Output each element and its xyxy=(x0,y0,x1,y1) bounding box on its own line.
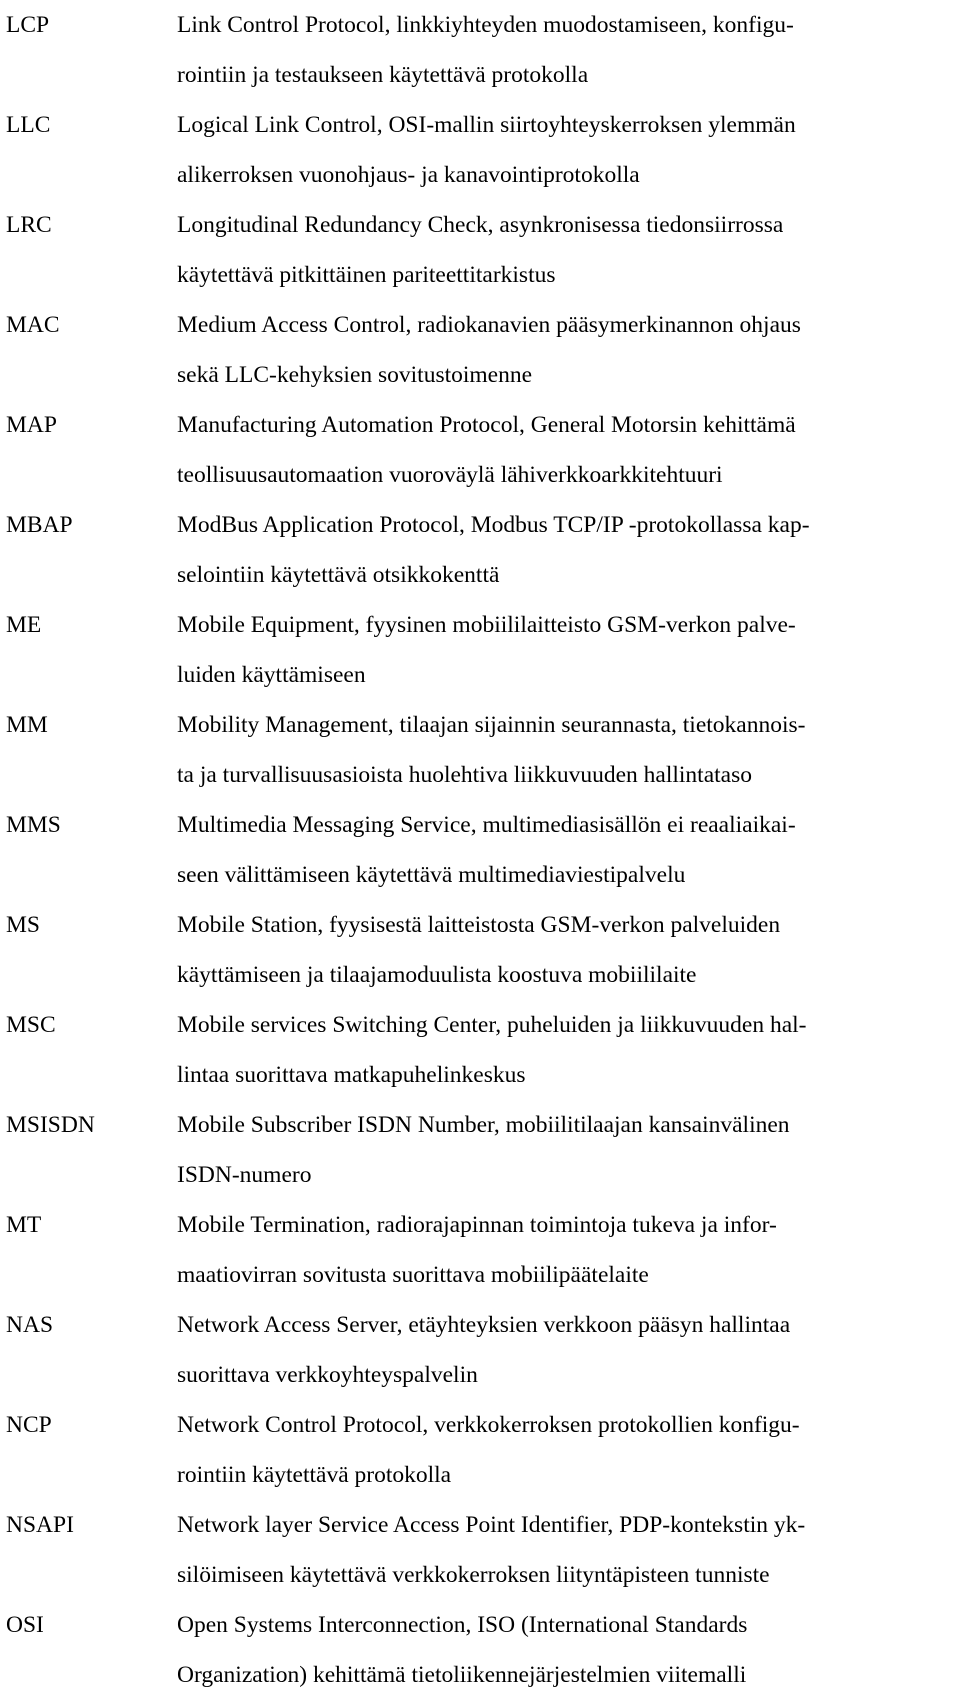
abbreviation-term: OSI xyxy=(6,1612,44,1638)
definition-line: Organization) kehittämä tietoliikennejärjestelmien viitemalli xyxy=(177,1662,747,1688)
definition-line: Mobile Termination, radiorajapinnan toimintoja tukeva ja infor- xyxy=(177,1212,777,1238)
glossary-entry-nsapi xyxy=(6,1500,954,1600)
abbreviation-definition xyxy=(177,1200,954,1300)
glossary-entry-nas xyxy=(6,1300,954,1400)
glossary-entry-mt xyxy=(6,1200,954,1300)
definition-line: Network Access Server, etäyhteyksien verkkoon pääsyn hallintaa xyxy=(177,1312,791,1338)
abbreviation-definition xyxy=(177,800,954,900)
abbreviation-term: MM xyxy=(6,712,48,738)
glossary-entry-lcp xyxy=(6,0,954,100)
definition-line: Longitudinal Redundancy Check, asynkronisessa tiedonsiirrossa xyxy=(177,212,784,238)
abbreviation-definition xyxy=(177,1300,954,1400)
abbreviation-definition xyxy=(177,1400,954,1500)
definition-line: Mobile Station, fyysisestä laitteistosta GSM-verkon palveluiden xyxy=(177,912,781,938)
definition-line: Open Systems Interconnection, ISO (International Standards xyxy=(177,1612,748,1638)
definition-line: ModBus Application Protocol, Modbus TCP/IP -protokollassa kap- xyxy=(177,512,810,538)
definition-line: Multimedia Messaging Service, multimediasisällön ei reaaliaikai- xyxy=(177,812,796,838)
abbreviation-term: MSC xyxy=(6,1012,56,1038)
glossary-entry-me xyxy=(6,600,954,700)
definition-line: Medium Access Control, radiokanavien pääsymerkinannon ohjaus xyxy=(177,312,801,338)
abbreviation-term: MMS xyxy=(6,812,61,838)
definition-line: käytettävä pitkittäinen pariteettitarkistus xyxy=(177,262,556,288)
definition-line: ISDN-numero xyxy=(177,1162,312,1188)
abbreviation-definition xyxy=(177,600,954,700)
abbreviation-term: LLC xyxy=(6,112,51,138)
abbreviation-term: ME xyxy=(6,612,42,638)
abbreviation-definition xyxy=(177,500,954,600)
abbreviation-term: MSISDN xyxy=(6,1112,95,1138)
glossary-entry-ncp xyxy=(6,1400,954,1500)
abbreviation-definition xyxy=(177,1100,954,1200)
glossary-entry-ms xyxy=(6,900,954,1000)
definition-line: käyttämiseen ja tilaajamoduulista koostuva mobiililaite xyxy=(177,962,697,988)
definition-line: Logical Link Control, OSI-mallin siirtoyhteyskerroksen ylemmän xyxy=(177,112,796,138)
definition-line: sekä LLC-kehyksien sovitustoimenne xyxy=(177,362,533,388)
definition-line: silöimiseen käytettävä verkkokerroksen liityntäpisteen tunniste xyxy=(177,1562,770,1588)
definition-line: alikerroksen vuonohjaus- ja kanavointiprotokolla xyxy=(177,162,640,188)
definition-line: ta ja turvallisuusasioista huolehtiva liikkuvuuden hallintataso xyxy=(177,762,752,788)
definition-line: Mobile Equipment, fyysinen mobiililaitteisto GSM-verkon palve- xyxy=(177,612,796,638)
glossary-entry-mbap xyxy=(6,500,954,600)
definition-line: selointiin käytettävä otsikkokenttä xyxy=(177,562,500,588)
abbreviation-term: MS xyxy=(6,912,40,938)
glossary-entry-msc xyxy=(6,1000,954,1100)
glossary-entry-mms xyxy=(6,800,954,900)
glossary-entry-msisdn xyxy=(6,1100,954,1200)
abbreviation-term: NCP xyxy=(6,1412,52,1438)
abbreviation-definition xyxy=(177,1000,954,1100)
abbreviation-definition xyxy=(177,400,954,500)
definition-line: teollisuusautomaation vuoroväylä lähiverkkoarkkitehtuuri xyxy=(177,462,723,488)
abbreviation-definition xyxy=(177,100,954,200)
abbreviation-term: MAP xyxy=(6,412,57,438)
abbreviation-definition xyxy=(177,1500,954,1600)
abbreviation-term: LCP xyxy=(6,12,50,38)
abbreviation-definition xyxy=(177,0,954,100)
abbreviation-definition xyxy=(177,200,954,300)
abbreviation-definition xyxy=(177,1600,954,1700)
definition-line: Manufacturing Automation Protocol, General Motorsin kehittämä xyxy=(177,412,796,438)
abbreviation-term: NSAPI xyxy=(6,1512,74,1538)
definition-line: Mobility Management, tilaajan sijainnin seurannasta, tietokannois- xyxy=(177,712,806,738)
abbreviation-definition xyxy=(177,700,954,800)
definition-line: Mobile Subscriber ISDN Number, mobiilitilaajan kansainvälinen xyxy=(177,1112,790,1138)
definition-line: Mobile services Switching Center, puheluiden ja liikkuvuuden hal- xyxy=(177,1012,807,1038)
definition-line: rointiin käytettävä protokolla xyxy=(177,1462,452,1488)
glossary-entry-mm xyxy=(6,700,954,800)
definition-line: Link Control Protocol, linkkiyhteyden muodostamiseen, konfigu- xyxy=(177,12,794,38)
definition-line: maatiovirran sovitusta suorittava mobiilipäätelaite xyxy=(177,1262,649,1288)
abbreviation-term: LRC xyxy=(6,212,52,238)
definition-line: suorittava verkkoyhteyspalvelin xyxy=(177,1362,478,1388)
glossary-entry-osi xyxy=(6,1600,954,1700)
definition-line: Network Control Protocol, verkkokerroksen protokollien konfigu- xyxy=(177,1412,800,1438)
abbreviation-term: NAS xyxy=(6,1312,54,1338)
abbreviation-definition xyxy=(177,900,954,1000)
glossary-entry-llc xyxy=(6,100,954,200)
glossary-entry-lrc xyxy=(6,200,954,300)
abbreviation-term: MT xyxy=(6,1212,42,1238)
glossary-entry-map xyxy=(6,400,954,500)
definition-line: rointiin ja testaukseen käytettävä protokolla xyxy=(177,62,589,88)
definition-line: lintaa suorittava matkapuhelinkeskus xyxy=(177,1062,526,1088)
glossary-entry-mac xyxy=(6,300,954,400)
abbreviation-term: MBAP xyxy=(6,512,73,538)
definition-line: seen välittämiseen käytettävä multimediaviestipalvelu xyxy=(177,862,686,888)
definition-line: Network layer Service Access Point Identifier, PDP-kontekstin yk- xyxy=(177,1512,806,1538)
abbreviation-term: MAC xyxy=(6,312,60,338)
abbreviation-definition xyxy=(177,300,954,400)
abbreviation-glossary xyxy=(6,0,954,1700)
definition-line: luiden käyttämiseen xyxy=(177,662,366,688)
